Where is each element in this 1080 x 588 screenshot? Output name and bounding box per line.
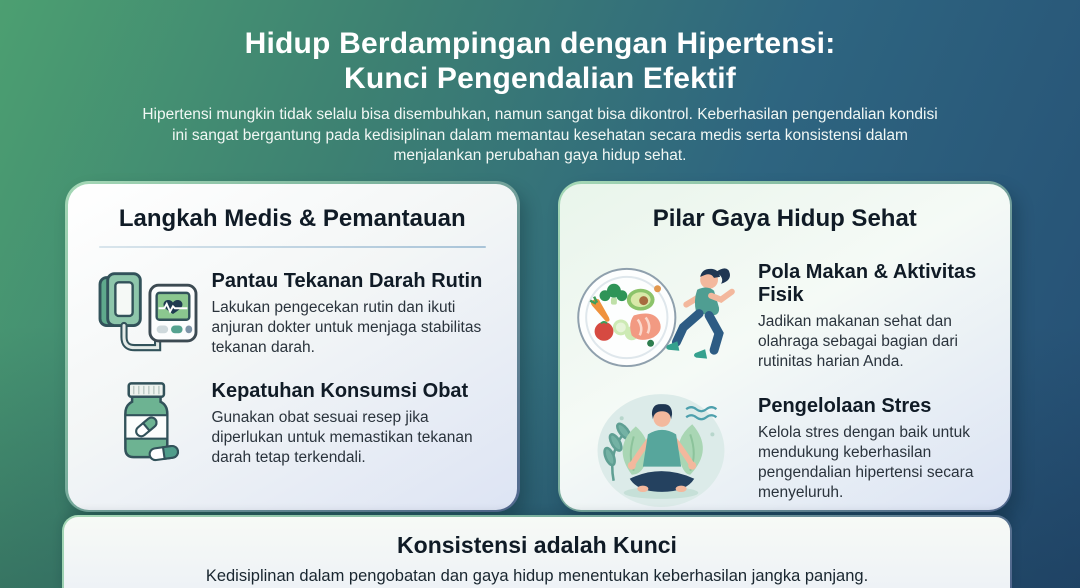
item-text xyxy=(750,261,998,372)
footer-body: Kedisiplinan dalam pengobatan dan gaya hidup menentukan keberhasilan jangka panjang. xyxy=(205,567,869,585)
healthy-food-runner-icon xyxy=(572,260,750,374)
item-title: Pola Makan & Aktivitas Fisik xyxy=(758,261,977,306)
footer-panel xyxy=(62,515,1012,588)
item-text xyxy=(204,380,494,468)
item-body: Kelola stres dengan baik untuk mendukung keberhasilan pengendalian hipertensi secara menyeluruh. xyxy=(758,424,974,501)
page-title-line1: Hidup Berdampingan dengan Hipertensi: xyxy=(244,27,836,60)
blood-pressure-monitor-icon xyxy=(92,266,204,362)
card-healthy-lifestyle xyxy=(558,181,1013,512)
page-title-line2: Kunci Pengendalian Efektif xyxy=(344,62,736,95)
meditation-icon xyxy=(572,384,750,515)
cards-row xyxy=(65,181,1012,512)
card-item-medication xyxy=(68,380,518,468)
card-healthy-lifestyle-body xyxy=(560,184,1010,510)
page-subtitle: Hipertensi mungkin tidak selalu bisa disembuhkan, namun sangat bisa dikontrol. Keberhasilan pengendalian kondisi ini sangat bergantung pada kedisiplinan dalam memantau kesehatan secara medis serta konsistensi dalam menjalankan perubahan gaya hidup sehat. xyxy=(142,106,938,164)
item-body: Jadikan makanan sehat dan olahraga sebagai bagian dari rutinitas harian Anda. xyxy=(758,313,958,370)
header xyxy=(0,0,1080,167)
item-title: Pantau Tekanan Darah Rutin xyxy=(211,269,483,292)
card-medical-steps-body xyxy=(68,184,518,510)
footer-panel-body xyxy=(64,517,1010,588)
card-item-blood-pressure xyxy=(68,266,518,362)
footer-title: Konsistensi adalah Kunci xyxy=(397,532,677,558)
card-item-diet-activity xyxy=(560,260,1010,374)
card-divider xyxy=(99,246,486,248)
card-title-medical: Langkah Medis & Pemantauan xyxy=(118,204,466,232)
page-title xyxy=(0,26,1080,96)
card-title-lifestyle: Pilar Gaya Hidup Sehat xyxy=(652,204,917,232)
card-medical-steps xyxy=(65,181,520,512)
item-text xyxy=(204,270,494,358)
item-body: Lakukan pengecekan rutin dan ikuti anjuran dokter untuk menjaga stabilitas tekanan darah. xyxy=(211,298,482,356)
item-text xyxy=(750,395,998,503)
item-title: Pengelolaan Stres xyxy=(758,395,932,417)
item-body: Gunakan obat sesuai resep jika diperlukan untuk memastikan tekanan darah tetap terkendali. xyxy=(211,408,473,466)
item-title: Kepatuhan Konsumsi Obat xyxy=(211,379,469,402)
card-item-stress xyxy=(560,384,1010,515)
medicine-bottle-icon xyxy=(92,380,204,468)
